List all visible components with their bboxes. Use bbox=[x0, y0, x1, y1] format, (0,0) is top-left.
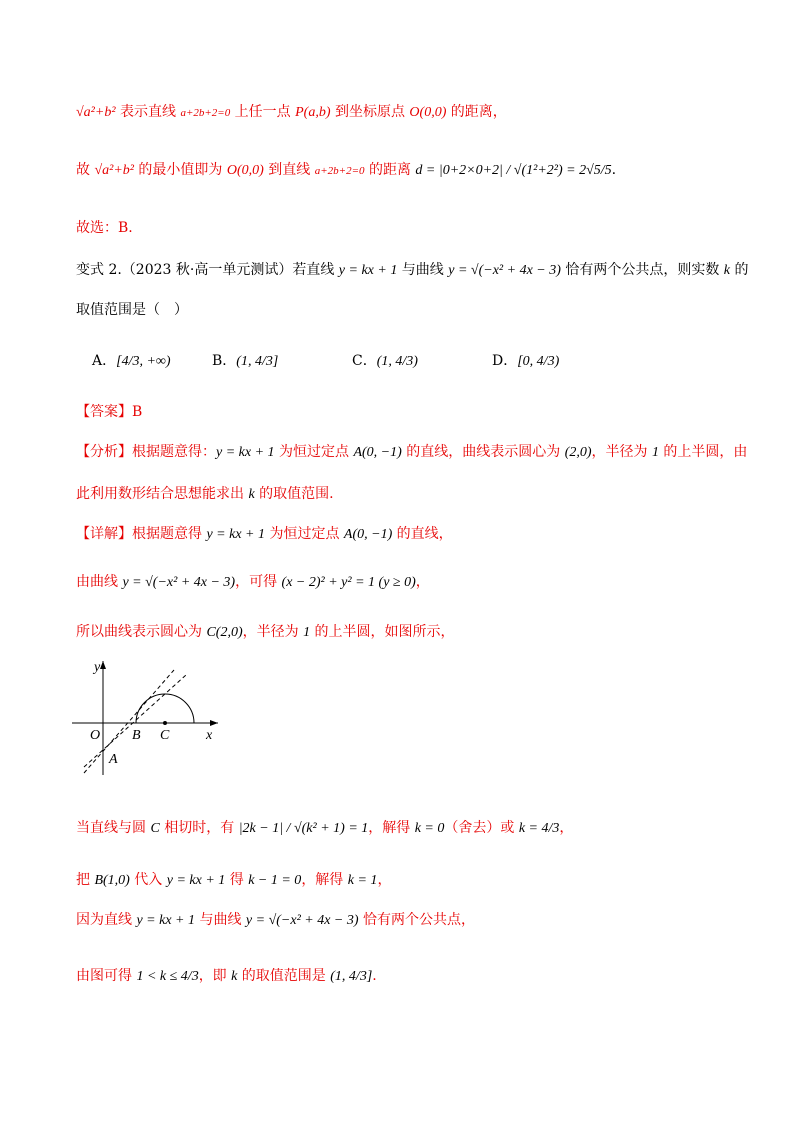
detail-line-3 bbox=[76, 622, 455, 643]
math-expr: y = √(−x² + 4x − 3) bbox=[122, 575, 236, 590]
math-expr: C(2,0) bbox=[206, 625, 243, 640]
math-expr: d = |0+2×0+2| / √(1²+2²) = 2√5/5 bbox=[415, 163, 612, 178]
option-value: [4/3, +∞) bbox=[116, 354, 171, 369]
option-a[interactable] bbox=[92, 350, 171, 370]
math-expr: O(0,0) bbox=[409, 105, 447, 120]
text-run: 的取值范围是 bbox=[237, 968, 331, 984]
y-axis-arrow bbox=[100, 661, 106, 669]
math-expr: a+2b+2=0 bbox=[180, 107, 231, 119]
math-expr: (x − 2)² + y² = 1 (y ≥ 0) bbox=[281, 575, 416, 590]
detail-line-7 bbox=[76, 966, 377, 987]
text-run: 恰有两个公共点，则实数 bbox=[560, 262, 724, 278]
math-expr: k = 1 bbox=[347, 873, 378, 888]
detail-line-1 bbox=[76, 524, 453, 545]
option-label: D． bbox=[492, 353, 518, 369]
detail-line-5 bbox=[76, 870, 391, 891]
analysis-line-1 bbox=[76, 442, 747, 463]
text-run: ， bbox=[559, 820, 574, 836]
text-line-3 bbox=[76, 218, 133, 238]
text-run: 的最小值即为 bbox=[133, 162, 227, 178]
math-expr: y = √(−x² + 4x − 3) bbox=[245, 913, 359, 928]
y-axis-label: y bbox=[94, 660, 101, 675]
detail-line-6 bbox=[76, 910, 475, 931]
math-expr: k bbox=[248, 487, 255, 502]
text-run: 的距离 bbox=[364, 162, 416, 178]
text-line-2 bbox=[76, 160, 616, 181]
math-expr: |2k − 1| / √(k² + 1) = 1 bbox=[238, 821, 369, 836]
text-run: 由图可得 bbox=[76, 968, 137, 984]
x-axis-arrow bbox=[210, 720, 218, 726]
text-run: 【详解】根据题意得 bbox=[76, 526, 207, 542]
text-run: ，半径为 bbox=[591, 444, 652, 460]
text-run: 代入 bbox=[129, 872, 167, 888]
option-c[interactable] bbox=[352, 350, 418, 370]
detail-line-4 bbox=[76, 818, 573, 839]
x-axis-label: x bbox=[206, 728, 213, 743]
math-expr: a+2b+2=0 bbox=[314, 165, 365, 177]
point-b-label: B bbox=[132, 728, 141, 743]
text-run: 的直线， bbox=[392, 526, 453, 542]
origin-label: O bbox=[90, 728, 101, 743]
math-expr: (1, 4/3] bbox=[330, 969, 373, 984]
text-run: 相切时，有 bbox=[159, 820, 239, 836]
math-expr: √a²+b² bbox=[76, 105, 116, 120]
option-value: (1, 4/3) bbox=[376, 354, 418, 369]
text-run: （舍去）或 bbox=[444, 820, 519, 836]
text-run: 恰有两个公共点， bbox=[358, 912, 475, 928]
math-expr: B(1,0) bbox=[94, 873, 130, 888]
math-expr: O(0,0) bbox=[226, 163, 264, 178]
text-run: ，半径为 bbox=[242, 624, 304, 640]
text-run: 故 bbox=[76, 162, 95, 178]
text-run: 表示直线 bbox=[115, 104, 181, 120]
math-expr: k − 1 = 0 bbox=[248, 873, 302, 888]
math-expr: 1 bbox=[651, 445, 659, 460]
text-run: 为恒过定点 bbox=[265, 526, 344, 542]
geometry-figure bbox=[66, 655, 236, 784]
option-value: (1, 4/3] bbox=[236, 354, 279, 369]
text-run: 得 bbox=[225, 872, 249, 888]
line-through-b bbox=[84, 675, 186, 767]
option-b[interactable] bbox=[212, 350, 278, 370]
text-run: ， bbox=[415, 574, 430, 590]
text-run: 因为直线 bbox=[76, 912, 137, 928]
math-expr: y = kx + 1 bbox=[338, 263, 398, 278]
math-expr: y = kx + 1 bbox=[216, 445, 275, 460]
text-run: 当直线与圆 bbox=[76, 820, 151, 836]
text-run: 到坐标原点 bbox=[330, 104, 410, 120]
option-label: A． bbox=[92, 353, 117, 369]
text-run: ，解得 bbox=[368, 820, 415, 836]
math-expr: y = kx + 1 bbox=[206, 527, 265, 542]
point-a-label: A bbox=[109, 752, 118, 767]
upper-semicircle bbox=[136, 694, 194, 723]
text-run: 取值范围是（ ） bbox=[76, 302, 188, 318]
point-c-label: C bbox=[160, 728, 170, 743]
option-value: [0, 4/3) bbox=[517, 354, 560, 369]
option-d[interactable] bbox=[492, 350, 559, 370]
math-expr: C bbox=[150, 821, 160, 836]
text-run: ，可得 bbox=[235, 574, 282, 590]
answer-line bbox=[76, 402, 142, 422]
text-run: . bbox=[611, 162, 617, 178]
text-run: 此利用数形结合思想能求出 bbox=[76, 486, 249, 502]
math-expr: √a²+b² bbox=[94, 163, 134, 178]
text-run: . bbox=[372, 968, 377, 984]
analysis-line-2 bbox=[76, 484, 334, 505]
text-run: 的上半圆，如图所示， bbox=[310, 624, 455, 640]
text-line-1 bbox=[76, 102, 507, 123]
math-expr: y = kx + 1 bbox=[136, 913, 195, 928]
math-expr: k = 0 bbox=[414, 821, 445, 836]
math-expr: y = kx + 1 bbox=[166, 873, 226, 888]
math-expr: A(0, −1) bbox=[353, 445, 402, 460]
math-expr: k bbox=[231, 969, 238, 984]
question-line-1 bbox=[76, 260, 748, 281]
text-run: 上任一点 bbox=[230, 104, 296, 120]
math-expr: P(a,b) bbox=[295, 105, 331, 120]
math-expr: k bbox=[723, 263, 731, 278]
text-run: 到直线 bbox=[263, 162, 315, 178]
text-run: 的直线，曲线表示圆心为 bbox=[401, 444, 565, 460]
center-point bbox=[163, 721, 167, 725]
math-expr: y = √(−x² + 4x − 3) bbox=[448, 263, 561, 278]
math-expr: 1 < k ≤ 4/3 bbox=[136, 969, 199, 984]
coordinate-plot bbox=[66, 655, 236, 780]
math-expr: 1 bbox=[303, 625, 311, 640]
option-label: B． bbox=[212, 353, 237, 369]
text-run: 与曲线 bbox=[195, 912, 246, 928]
text-run: ，解得 bbox=[301, 872, 348, 888]
text-run: 【分析】根据题意得： bbox=[76, 444, 216, 460]
text-run: 故选：B. bbox=[76, 220, 133, 236]
text-run: 的 bbox=[730, 262, 749, 278]
tangent-line bbox=[84, 670, 174, 773]
text-run: 的上半圆，由 bbox=[658, 444, 748, 460]
detail-line-2 bbox=[76, 572, 430, 593]
option-label: C． bbox=[352, 353, 377, 369]
text-run: 【答案】B bbox=[76, 404, 143, 420]
text-run: 与曲线 bbox=[397, 262, 449, 278]
question-line-2 bbox=[76, 300, 188, 320]
text-run: ，即 bbox=[198, 968, 232, 984]
text-run: 所以曲线表示圆心为 bbox=[76, 624, 207, 640]
text-run: 由曲线 bbox=[76, 574, 123, 590]
math-expr: A(0, −1) bbox=[343, 527, 393, 542]
text-run: 的距离， bbox=[446, 104, 507, 120]
text-run: 把 bbox=[76, 872, 95, 888]
text-run: ， bbox=[377, 872, 392, 888]
text-run: 的取值范围. bbox=[254, 486, 334, 502]
math-expr: k = 4/3 bbox=[518, 821, 560, 836]
text-run: 变式 2.（2023 秋·高一单元测试）若直线 bbox=[76, 262, 339, 278]
math-expr: (2,0) bbox=[564, 445, 592, 460]
text-run: 为恒过定点 bbox=[274, 444, 354, 460]
